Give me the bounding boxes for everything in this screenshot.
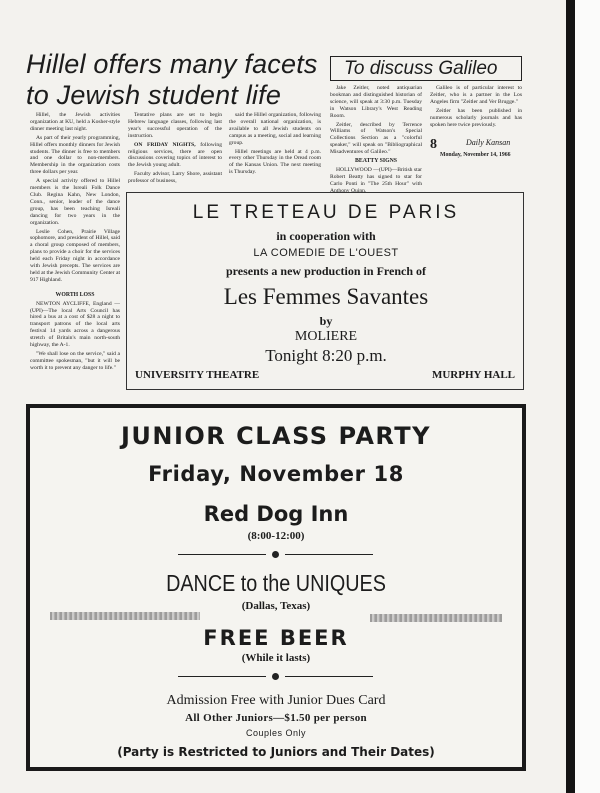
- party-band: DANCE to the UNIQUES: [166, 570, 386, 596]
- treteau-company: LA COMEDIE DE L'OUEST: [253, 247, 399, 259]
- treteau-title: LE TRETEAU DE PARIS: [192, 202, 460, 223]
- worth-loss-paragraph: "We shall lose on the service," said a committee spokesman, "but it will be worth it to prevent any danger to life.": [30, 351, 120, 371]
- party-venue: Red Dog Inn: [203, 502, 349, 526]
- divider-dot: [272, 673, 279, 680]
- galileo-column-1: [330, 85, 422, 197]
- page-number: 8: [430, 137, 437, 152]
- headline-line-1: Hillel offers many facets: [26, 49, 318, 79]
- hillel-paragraph: Leslie Cohen, Prairie Village sophomore, and president of Hillel, said a choral group composed of members, plans to provide a choir for the services held each Friday night in accordance with Jewish precepts. The services are held at the Jewish Community Center at 917 Highland.: [30, 228, 120, 283]
- galileo-paragraph: Jake Zeitler, noted antiquarian bookman and distinguished historian of science, will speak at 3:30 p.m. Tuesday in Watson Library's West Reading Room.: [330, 85, 422, 119]
- hillel-paragraph: [128, 142, 222, 170]
- divider-rule: [178, 554, 266, 555]
- beatty-subhead: BEATTY SIGNS: [354, 158, 398, 165]
- galileo-column-2: [430, 85, 522, 130]
- print-smudge: [50, 612, 200, 620]
- party-hours: (8:00-12:00): [247, 530, 305, 542]
- party-date: Friday, November 18: [148, 462, 404, 486]
- hillel-column-2: [128, 112, 222, 187]
- masthead-date: Monday, November 14, 1966: [440, 152, 511, 158]
- treteau-coop: in cooperation with: [276, 229, 376, 243]
- divider-rule: [178, 676, 266, 677]
- hillel-paragraph: A special activity offered to Hillel members is the Isreali Folk Dance Club. Regina Kahn, New London, Conn., senior, leader of the dance group, has been teaching Isreali dancing for two years in the organization.: [30, 178, 120, 226]
- divider-rule: [285, 676, 373, 677]
- galileo-title: To discuss Galileo: [344, 58, 498, 79]
- treteau-author: MOLIERE: [294, 329, 358, 344]
- beatty-paragraph: HOLLYWOOD —(UPI)—British star Robert Beatty has signed to star for Carlo Ponti in "The 25th Hour" with Anthony Quinn.: [330, 166, 422, 194]
- masthead-name: Daily Kansan: [466, 138, 511, 147]
- treteau-time: Tonight 8:20 p.m.: [265, 346, 387, 365]
- hillel-paragraph: Faculty advisor, Larry Shore, assistant professor of business,: [128, 171, 222, 185]
- worth-loss-subhead: WORTH LOSS: [55, 291, 95, 298]
- treteau-play-title: Les Femmes Savantes: [223, 284, 429, 309]
- party-band-origin: (Dallas, Texas): [241, 600, 311, 612]
- page-edge: [566, 0, 600, 793]
- hillel-column-1: [30, 112, 120, 374]
- hillel-paragraph-rest: following religious services, there are open discussions covering topics of interest to the Jewish young adult.: [128, 141, 222, 169]
- galileo-paragraph: Zeitler has been published in numerous scholarly journals and has spoken here twice previously.: [430, 107, 522, 128]
- headline-line-2: to Jewish student life: [26, 80, 282, 110]
- party-beer: FREE BEER: [203, 626, 349, 650]
- hillel-paragraph: Tentative plans are set to begin Hebrew language classes, following last year's successful operation of the instruction.: [128, 112, 222, 139]
- party-admission: Admission Free with Junior Dues Card: [166, 693, 386, 708]
- divider-rule: [285, 554, 373, 555]
- treteau-venue-left: UNIVERSITY THEATRE: [135, 369, 260, 381]
- treteau-venue-right: MURPHY HALL: [431, 369, 515, 381]
- junior-party-ad: [26, 404, 526, 771]
- hillel-paragraph: said the Hillel organization, following the overall national organization, is available to all Jewish students on campus as a meeting, social and learning group.: [229, 112, 321, 146]
- hillel-lead-in: ON FRIDAY NIGHTS,: [134, 141, 196, 148]
- party-beer-note: (While it lasts): [241, 652, 311, 664]
- hillel-paragraph: Hillel meetings are held at 4 p.m. every other Thursday in the Oread room of the Kansas Union. The next meeting is Thursday.: [229, 148, 321, 176]
- treteau-presents: presents a new production in French of: [225, 264, 426, 278]
- party-others: All Other Juniors—$1.50 per person: [185, 712, 367, 724]
- galileo-paragraph: Galileo is of particular interest to Zeitler, who is a partner in the Los Angeles firm "Zeitler and Ver Brugge.": [430, 85, 522, 105]
- hillel-paragraph: Hillel, the Jewish activities organization at KU, held a Kosher-style dinner meeting last night.: [30, 112, 120, 132]
- hillel-column-3: [229, 112, 321, 178]
- party-title: JUNIOR CLASS PARTY: [120, 422, 432, 450]
- party-couples: Couples Only: [245, 728, 307, 738]
- print-smudge: [370, 614, 502, 622]
- worth-loss-paragraph: NEWTON AYCLIFFE, England —(UPI)—The local Arts Council has hired a bus at a cost of $28 a night to transport patrons of the local arts festival 14 yards across a dangerous stretch of Britain's main north-south highway, the A-1.: [30, 300, 120, 349]
- treteau-by: by: [319, 314, 333, 328]
- hillel-paragraph: As part of their yearly programming, Hillel offers monthly dinners for Jewish students. The dinner is free to members and one dollar to non-members. Membership in the organization costs three dollars per year.: [30, 134, 120, 176]
- galileo-paragraph: Zeitler, described by Terrence Williams of Watson's Special Collections Section as a "colorful speaker," will speak on "Bibliographical Misadventures of Galileo.": [330, 121, 422, 156]
- divider-dot: [272, 551, 279, 558]
- party-restriction: (Party is Restricted to Juniors and Their Dates): [117, 745, 435, 759]
- treteau-ad: [126, 192, 524, 390]
